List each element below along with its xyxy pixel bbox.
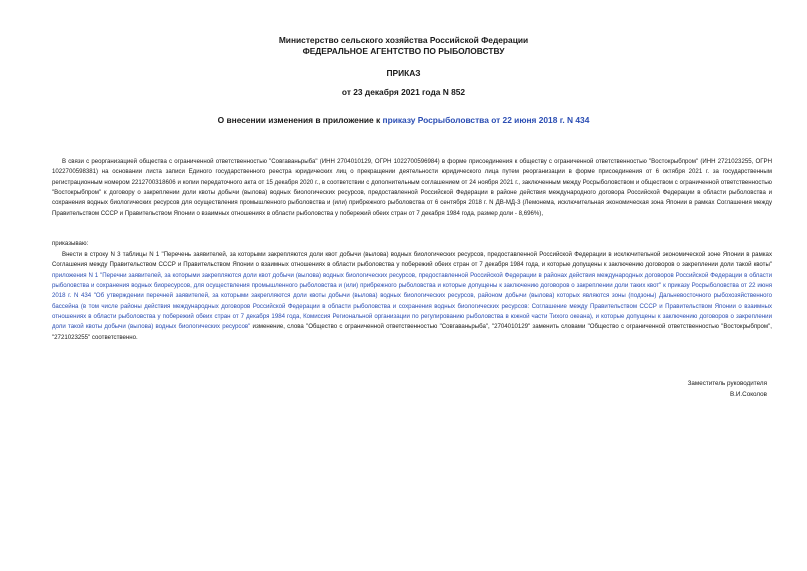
paragraph-order-end: изменение, слова "Общество с ограниченной ответственностью "Совгаваньрыба", "2704010129" заменить словами "Общество с ограниченной ответственностью "Востокрыбпром", "2721023255" соответственно. (52, 323, 772, 341)
title-order-link[interactable]: приказу Росрыболовства от 22 июня 2018 г. N 434 (382, 115, 590, 125)
agency-name: ФЕДЕРАЛЬНОЕ АГЕНТСТВО ПО РЫБОЛОВСТВУ (302, 46, 505, 56)
signatory-name: В.И.Соколов (729, 391, 767, 398)
ministry-name: Министерство сельского хозяйства Российской Федерации (278, 35, 529, 45)
order-word: приказываю: (52, 240, 89, 247)
signatory-position: Заместитель руководителя (687, 380, 767, 387)
document-title-prefix: О внесении изменения в приложение к (217, 115, 383, 125)
paragraph-preamble: В связи с реорганизацией общества с ограниченной ответственностью "Совгаваньрыба" (ИНН 2704010129, ОГРН 1022700596984) в форме присоединения к обществу с ограниченной ответственностью "Востокрыбпром" (ИНН 2721023255, ОГРН 1022700598381) на основании листа записи Единого государственного реестра юридических лиц о прекращении деятельности юридического лица путем реорганизации в форме присоединения от 6 октября 2021 г. за государственным регистрационным номером 2212700318606 и копии передаточного акта от 15 декабря 2020 г., в соответствии с дополнительным соглашением от 24 ноября 2021 г., заключенным между Росрыболовством и обществом с ограниченной ответственностью "Востокрыбпром" к договору о закреплении доли квоты добычи (вылова) водных биологических ресурсов, предоставленной Российской Федерации в районе действия международного договора Российской Федерации в области рыболовства и сохранения водных биологических ресурсов для осуществления промышленного рыболовства и (или) прибрежного рыболовства от 6 сентября 2018 г. N ДВ-МД-3 (Лемонема, исключительная экономическая зона Японии в рамках Соглашения между Правительством СССР и Правительством Японии о взаимных отношениях в области рыболовства у побережий обеих стран от 7 декабря 1984 года, размер доли - 8,696%), (52, 158, 772, 217)
document-date-number: от 23 декабря 2021 года N 852 (341, 87, 466, 97)
paragraph-order-start: Внести в строку N 3 таблицы N 1 "Перечень заявителей, за которыми закрепляются доли квот добычи (вылова) водных биологических ресурсов, предоставленной Российской Федерации в исключительной экономической зоне Японии в рамках Соглашения между Правительством СССР и Правительством Японии о взаимных отношениях в области рыболовства у побережий обеих стран от 7 декабря 1984 года, и которые допущены к заключению договоров о закреплении доли такой квоты" (52, 251, 772, 269)
document-title (0, 115, 807, 126)
appendix-link[interactable]: приложения N 1 "Перечни заявителей, за которыми закрепляются доли квот добычи (вылова) водных биологических ресурсов, предоставленной Российской Федерации в районах действия международных договоров Российской Федерации в области рыболовства и сохранения водных биоресурсов, для осуществления промышленного рыболовства и (или) прибрежного рыболовства и которые допущены к заключению договоров о закреплении доли таких квот" к приказу Росрыболовства от 22 июня 2018 г. N 434 "Об утверждении перечней заявителей, за которыми закрепляются доли квоты добычи (вылова) водных биологических ресурсов, районом добычи (вылова) которых являются зоны (подзоны) Дальневосточного рыбохозяйственного бассейна (в том числе районы действия международных договоров Российской Федерации в области рыболовства и сохранения водных биологических ресурсов: Соглашение между Правительством СССР и Правительством Японии о взаимных отношениях в области рыболовства у побережий обеих стран от 7 декабря 1984 года, Комиссия Региональной организации по регулированию рыболовства в южной части Тихого океана), и которые допущены к заключению договоров о закреплении доли такой квоты добычи (вылова) водных биологических ресурсов" (52, 271, 772, 331)
paragraph-order (52, 250, 772, 343)
document-type: ПРИКАЗ (386, 68, 421, 78)
